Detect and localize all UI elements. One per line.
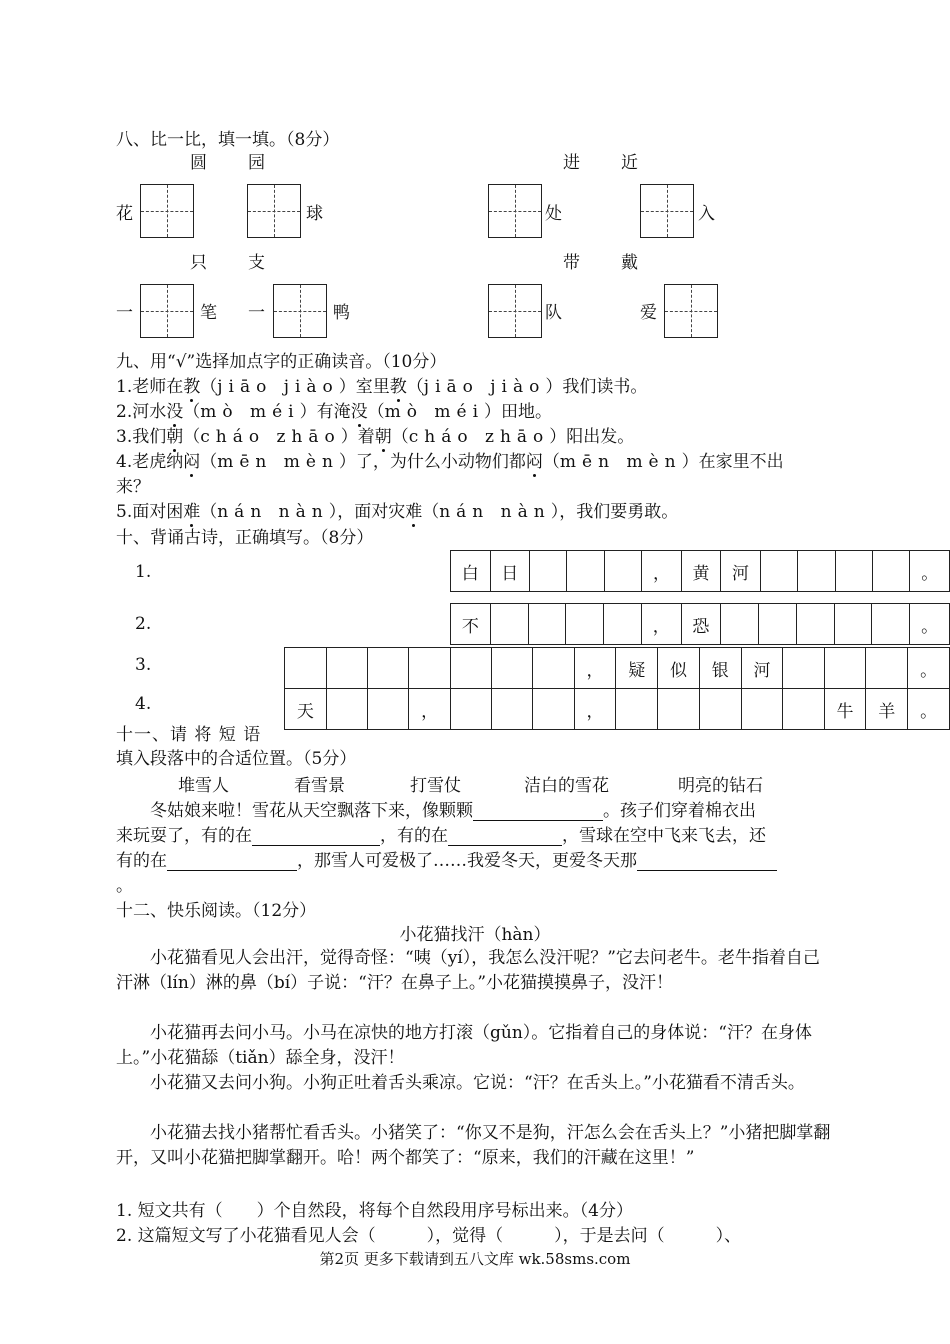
poem-cell: 白: [451, 551, 491, 592]
tianzige-box[interactable]: [140, 184, 194, 238]
poem-cell[interactable]: [834, 604, 872, 645]
poem-cell: 天: [285, 689, 327, 730]
pinyin-choice[interactable]: mò méi: [200, 402, 300, 422]
poem-cell[interactable]: [450, 648, 491, 689]
poem-cell: 不: [451, 604, 491, 645]
poem-cell[interactable]: [616, 689, 658, 730]
word-part: 一: [116, 303, 133, 323]
poem-cell: 。: [908, 689, 950, 730]
poem-cell[interactable]: [741, 689, 783, 730]
reading-paragraph: 小花猫看见人会出汗，觉得奇怪：“咦（yí），我怎么没汗呢？”它去问老牛。老牛指着自己汗淋（lín）淋的鼻（bí）子说：“汗？在鼻子上。”小花猫摸摸鼻子，没汗！: [116, 948, 820, 993]
poem-cell[interactable]: [326, 689, 367, 730]
poem-cell[interactable]: [530, 551, 567, 592]
char-option: 圆: [190, 153, 207, 173]
poem-cell[interactable]: [533, 648, 574, 689]
section8-heading: 八、比一比，填一填。（8分）: [116, 130, 340, 150]
poem-cell[interactable]: [759, 604, 797, 645]
poem-cell: 牛: [824, 689, 866, 730]
poem-cell[interactable]: [699, 689, 741, 730]
poem-number: 4.: [135, 694, 152, 714]
poem-cell[interactable]: [409, 648, 451, 689]
word-part: 鸭: [333, 303, 350, 323]
char-option: 进: [563, 153, 580, 173]
section10-heading: 十、背诵古诗，正确填写。（8分）: [116, 528, 374, 548]
char-option: 戴: [621, 253, 638, 273]
phrase-option: 洁白的雪花: [524, 776, 609, 796]
char-option: 带: [563, 253, 580, 273]
poem-grid-2: [450, 603, 950, 645]
word-part: 队: [545, 303, 562, 323]
poem-number: 1.: [135, 562, 152, 582]
phrase-option: 看雪景: [294, 776, 345, 796]
word-part: 处: [545, 204, 562, 224]
poem-cell: ，: [574, 648, 616, 689]
poem-cell[interactable]: [783, 689, 824, 730]
word-part: 爱: [640, 303, 657, 323]
poem-cell: ，: [574, 689, 616, 730]
poem-grid-1: [450, 550, 950, 592]
poem-cell: 黄: [681, 551, 721, 592]
poem-cell[interactable]: [450, 689, 491, 730]
pinyin-question-4: 4.老虎纳闷（mēn mèn）了，为什么小动物们都闷（mēn mèn）在家里不出: [116, 447, 784, 472]
reading-question-2: 2. 这篇短文写了小花猫看见人会（ ），觉得（ ），于是去问（ ）、: [116, 1226, 742, 1246]
poem-cell[interactable]: [533, 689, 574, 730]
pinyin-question-1: 1.老师在教（jiāo jiào）室里教（jiāo jiào）我们读书。: [116, 372, 647, 397]
poem-cell[interactable]: [824, 648, 866, 689]
poem-cell: ，: [641, 604, 681, 645]
poem-cell: 日: [490, 551, 530, 592]
word-part: 一: [248, 303, 265, 323]
fill-paragraph-end: 。: [116, 876, 133, 896]
poem-cell[interactable]: [367, 689, 408, 730]
pinyin-question-3: 3.我们朝（cháo zhāo）着朝（cháo zhāo）阳出发。: [116, 422, 634, 447]
poem-cell: 河: [741, 648, 783, 689]
poem-cell[interactable]: [866, 648, 908, 689]
word-part: 花: [116, 204, 133, 224]
poem-cell: ，: [409, 689, 451, 730]
poem-number: 2.: [135, 614, 152, 634]
poem-cell[interactable]: [492, 689, 533, 730]
word-part: 笔: [200, 303, 217, 323]
poem-cell[interactable]: [567, 551, 604, 592]
pinyin-choice[interactable]: mēn mèn: [217, 452, 339, 472]
pinyin-choice[interactable]: mò méi: [384, 402, 485, 422]
section11-heading-a: 十一、请 将 短 语: [116, 725, 262, 745]
poem-cell[interactable]: [872, 604, 910, 645]
poem-cell[interactable]: [796, 604, 834, 645]
poem-cell: 似: [658, 648, 700, 689]
reading-question-1: 1. 短文共有（ ）个自然段，将每个自然段用序号标出来。（4分）: [116, 1201, 633, 1221]
word-part: 入: [698, 204, 715, 224]
section11-heading-b: 填入段落中的合适位置。（5分）: [116, 749, 357, 769]
blank-input[interactable]: [473, 803, 603, 821]
pinyin-choice[interactable]: mēn mèn: [559, 452, 682, 472]
poem-cell[interactable]: [566, 604, 604, 645]
phrase-option: 明亮的钻石: [678, 776, 763, 796]
section12-heading: 十二、快乐阅读。（12分）: [116, 901, 317, 921]
pinyin-question-5: 5.面对困难（nán nàn），面对灾难（nán nàn），我们要勇敢。: [116, 497, 678, 522]
tianzige-box[interactable]: [664, 284, 718, 338]
poem-cell[interactable]: [326, 648, 367, 689]
fill-paragraph-line: 来玩耍了，有的在 ，有的在 ，雪球在空中飞来飞去，还: [116, 826, 766, 846]
reading-paragraph: 小花猫又去问小狗。小狗正吐着舌头乘凉。它说：“汗？在舌头上。”小花猫看不清舌头。: [150, 1073, 805, 1093]
poem-number: 3.: [135, 655, 152, 675]
poem-cell: 。: [910, 551, 950, 592]
pinyin-choice[interactable]: jiāo jiào: [423, 377, 546, 397]
reading-title: 小花猫找汗（hàn）: [399, 925, 551, 945]
poem-cell[interactable]: [760, 551, 797, 592]
fill-paragraph-line: 冬姑娘来啦！雪花从天空飘落下来，像颗颗 。孩子们穿着棉衣出: [150, 801, 756, 821]
fill-paragraph-line: 有的在 ，那雪人可爱极了……我爱冬天，更爱冬天那: [116, 846, 777, 871]
poem-grid-3: [284, 647, 950, 730]
poem-cell[interactable]: [528, 604, 566, 645]
tianzige-box[interactable]: [640, 184, 694, 238]
tianzige-box[interactable]: [488, 184, 542, 238]
pinyin-choice[interactable]: nán nàn: [217, 502, 329, 522]
poem-cell: 疑: [616, 648, 658, 689]
reading-paragraph: 小花猫去找小猪帮忙看舌头。小猪笑了：“你又不是狗，汗怎么会在舌头上？”小猪把脚掌翻开，又叫小花猫把脚掌翻开。哈！两个都笑了：“原来，我们的汗藏在这里！”: [116, 1123, 831, 1168]
poem-cell: 羊: [866, 689, 908, 730]
pinyin-choice[interactable]: nán nàn: [439, 502, 551, 522]
char-option: 只: [190, 253, 207, 273]
pinyin-choice[interactable]: cháo zhāo: [408, 427, 550, 447]
poem-cell[interactable]: [367, 648, 408, 689]
pinyin-choice[interactable]: jiāo jiào: [217, 377, 339, 397]
poem-cell[interactable]: [721, 604, 759, 645]
page-footer: 第2页 更多下载请到五八文库 wk.58sms.com: [319, 1250, 631, 1268]
poem-cell: 银: [699, 648, 741, 689]
poem-cell: 河: [721, 551, 761, 592]
poem-cell[interactable]: [492, 648, 533, 689]
poem-cell: 。: [908, 648, 950, 689]
poem-cell[interactable]: [873, 551, 910, 592]
blank-input[interactable]: [167, 853, 297, 871]
char-option: 园: [248, 153, 265, 173]
phrase-option: 堆雪人: [178, 776, 229, 796]
poem-cell[interactable]: [835, 551, 872, 592]
blank-input[interactable]: [637, 853, 777, 871]
char-option: 近: [621, 153, 638, 173]
blank-input[interactable]: [448, 828, 562, 846]
pinyin-question-2: 2.河水没（mò méi）有淹没（mò méi）田地。: [116, 397, 552, 422]
poem-cell[interactable]: [604, 551, 641, 592]
tianzige-box[interactable]: [140, 284, 194, 338]
poem-cell[interactable]: [798, 551, 835, 592]
tianzige-box[interactable]: [273, 284, 327, 338]
poem-cell[interactable]: [783, 648, 824, 689]
char-option: 支: [248, 253, 265, 273]
phrase-option: 打雪仗: [410, 776, 461, 796]
poem-cell[interactable]: [658, 689, 700, 730]
poem-cell: ，: [642, 551, 682, 592]
poem-cell: 。: [910, 604, 950, 645]
poem-cell[interactable]: [490, 604, 528, 645]
word-part: 球: [306, 204, 323, 224]
section9-heading: 九、用“√”选择加点字的正确读音。（10分）: [116, 352, 447, 372]
poem-cell[interactable]: [604, 604, 642, 645]
poem-cell[interactable]: [285, 648, 327, 689]
pinyin-choice[interactable]: cháo zhāo: [200, 427, 341, 447]
tianzige-box[interactable]: [488, 284, 542, 338]
reading-paragraph: 小花猫再去问小马。小马在凉快的地方打滚（gǔn）。它指着自己的身体说：“汗？在身体上。”小花猫舔（tiǎn）舔全身，没汗！: [116, 1023, 812, 1068]
poem-cell: 恐: [681, 604, 721, 645]
blank-input[interactable]: [252, 828, 380, 846]
pinyin-question-4-cont: 来？: [116, 477, 150, 497]
tianzige-box[interactable]: [247, 184, 301, 238]
